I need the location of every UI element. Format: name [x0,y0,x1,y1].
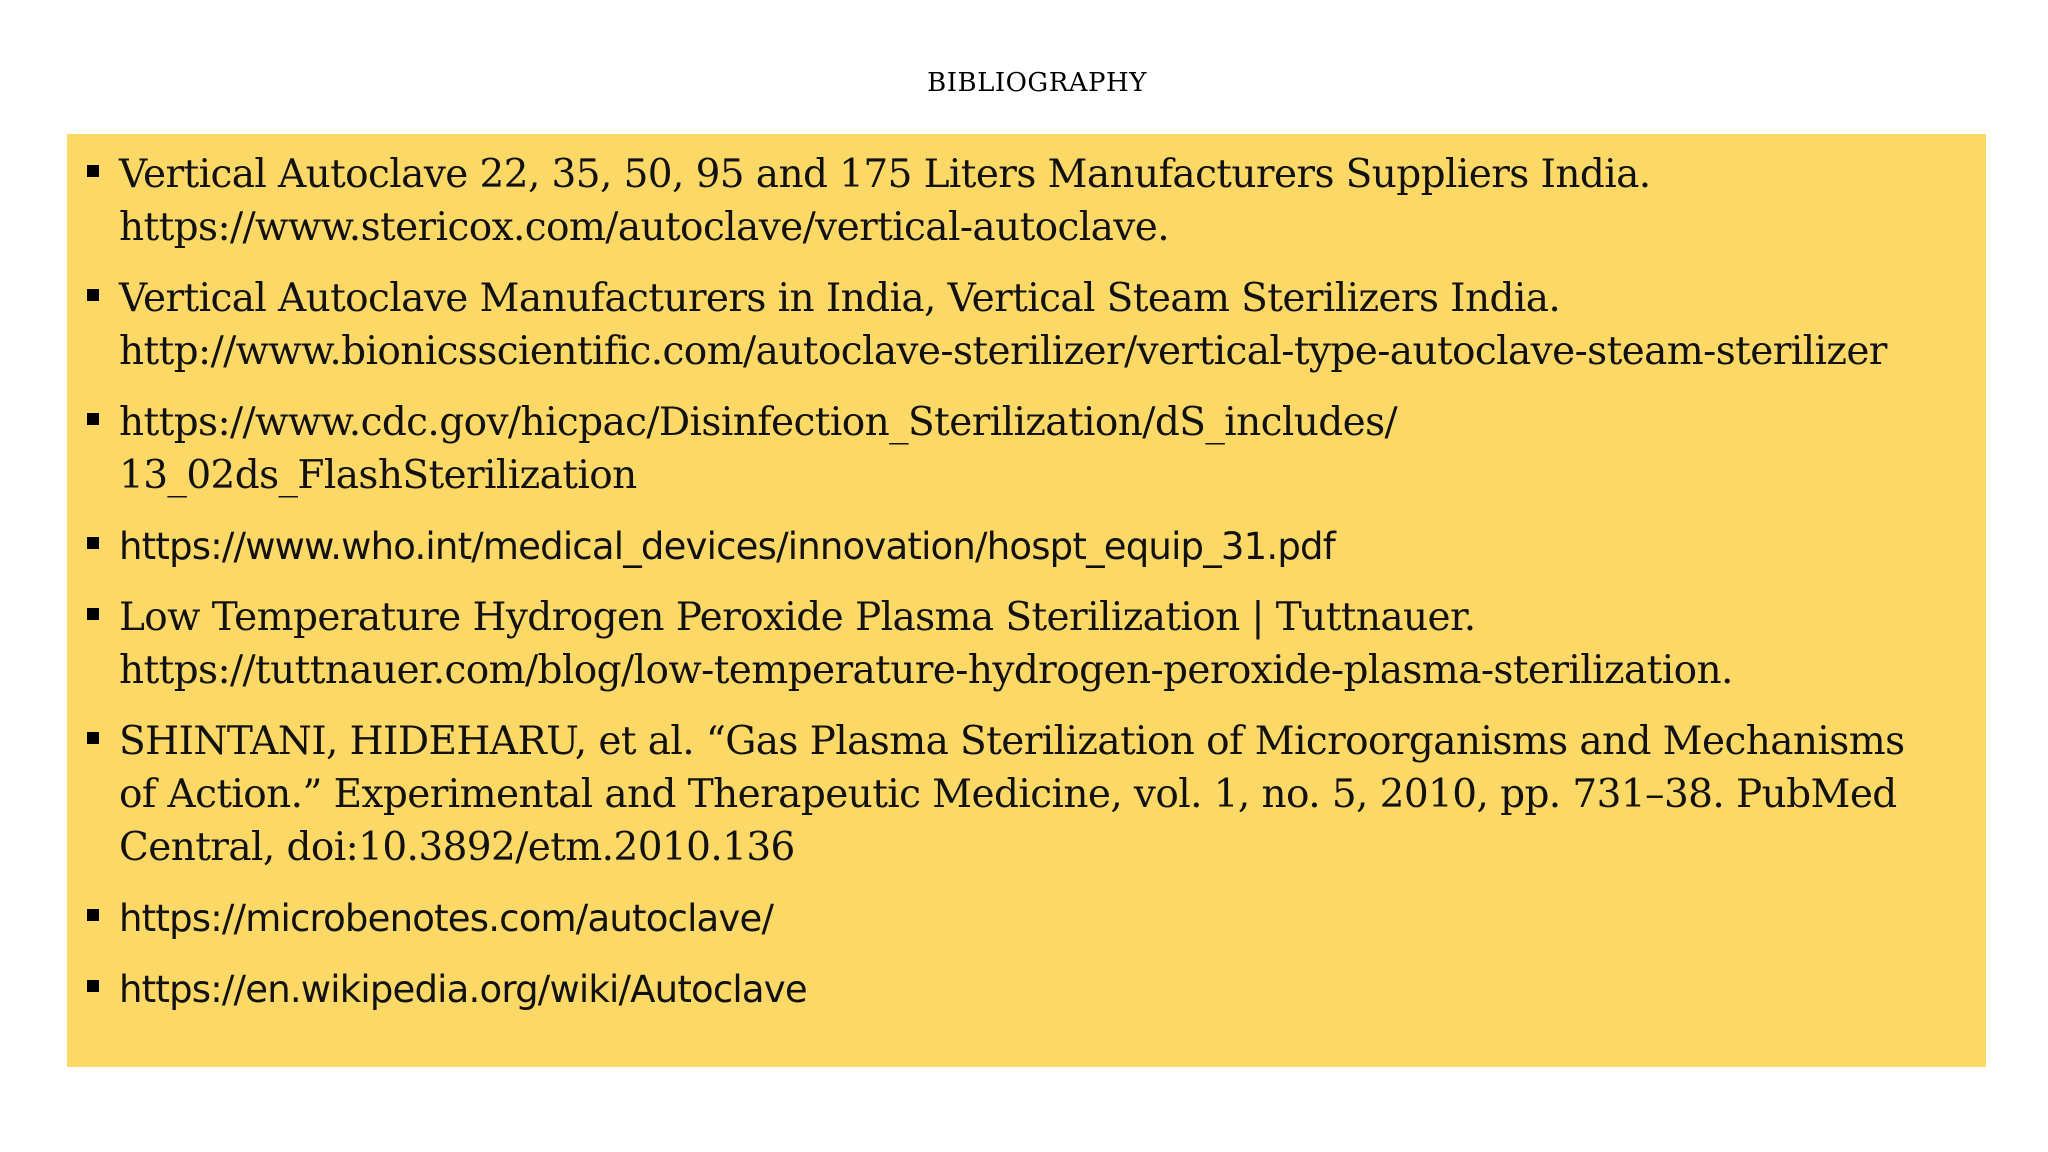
reference-text: https://microbenotes.com/autoclave/ [119,897,774,940]
square-bullet-icon [87,165,99,177]
square-bullet-icon [87,608,99,620]
reference-item [67,148,1986,254]
reference-list [67,148,1986,1034]
reference-item [67,272,1986,378]
reference-text: https://en.wikipedia.org/wiki/Autoclave [119,968,807,1011]
reference-text: Vertical Autoclave Manufacturers in India, Vertical Steam Sterilizers India. http://www.bionicsscientific.com/autoclave-sterilizer/vertical-type-autoclave-steam-sterilizer [119,276,1887,374]
reference-item [67,963,1986,1016]
reference-item [67,892,1986,945]
reference-item [67,591,1986,697]
reference-text: SHINTANI, HIDEHARU, et al. “Gas Plasma Sterilization of Microorganisms and Mechanisms of Action.” Experimental and Therapeutic Medicine, vol. 1, no. 5, 2010, pp. 731–38. PubMed Central, doi:10.3892/etm.2010.136 [119,719,1905,870]
reference-text: https://www.who.int/medical_devices/innovation/hospt_equip_31.pdf [119,525,1335,568]
reference-text: Vertical Autoclave 22, 35, 50, 95 and 175 Liters Manufacturers Suppliers India. https://www.stericox.com/autoclave/vertical-autoclave. [119,152,1651,250]
reference-text: Low Temperature Hydrogen Peroxide Plasma Sterilization | Tuttnauer. https://tuttnauer.com/blog/low-temperature-hydrogen-peroxide-plasma-sterilization. [119,595,1733,693]
reference-item [67,715,1986,874]
square-bullet-icon [87,413,99,425]
page-title: BIBLIOGRAPHY [927,68,1147,98]
bibliography-box [67,134,1986,1067]
square-bullet-icon [87,732,99,744]
reference-text: https://www.cdc.gov/hicpac/Disinfection_Sterilization/dS_includes/ 13_02ds_FlashSterilization [119,400,1398,498]
reference-item [67,396,1986,502]
square-bullet-icon [87,909,99,921]
reference-item [67,520,1986,573]
square-bullet-icon [87,537,99,549]
square-bullet-icon [87,980,99,992]
square-bullet-icon [87,289,99,301]
